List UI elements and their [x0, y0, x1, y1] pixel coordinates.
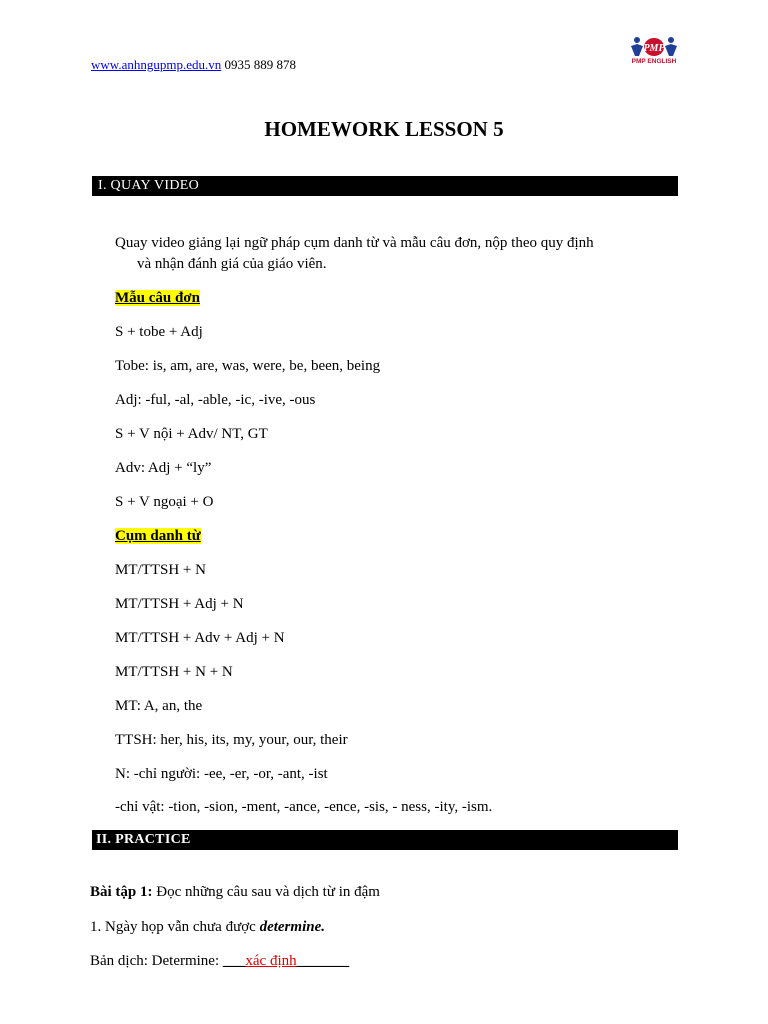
bullet-line-2: và nhận đánh giá của giáo viên.: [137, 256, 327, 272]
header-contact: [91, 57, 296, 73]
mau-cau-don-heading: [115, 288, 200, 308]
section-heading-quay-video: [92, 176, 678, 196]
grammar-line: MT/TTSH + Adv + Adj + N: [115, 630, 285, 646]
bullet-line-1: Quay video giảng lại ngữ pháp cụm danh từ và mẫu câu đơn, nộp theo quy định: [115, 235, 594, 251]
grammar-line: MT/TTSH + N + N: [115, 664, 233, 680]
grammar-line: Adj: -ful, -al, -able, -ic, -ive, -ous: [115, 392, 316, 408]
pmp-english-logo: [625, 34, 683, 68]
phone-number: 0935 889 878: [221, 57, 296, 72]
answer-text: xác định: [245, 953, 297, 969]
grammar-line: MT/TTSH + Adj + N: [115, 596, 244, 612]
question-1-bold-word: determine.: [259, 919, 325, 935]
question-1-text: 1. Ngày họp vẫn chưa được: [90, 919, 260, 935]
section-heading-text: I. QUAY VIDEO: [98, 178, 199, 193]
section-heading-practice: [92, 830, 678, 850]
grammar-line: Adv: Adj + “ly”: [115, 460, 212, 476]
grammar-line: S + V ngoại + O: [115, 494, 214, 510]
exercise-instruction-text: Đọc những câu sau và dịch từ in đậm: [152, 884, 380, 900]
translation-label: Bản dịch: Determine:: [90, 953, 223, 969]
exercise-label: Bài tập 1:: [90, 884, 153, 900]
grammar-line: MT/TTSH + N: [115, 562, 206, 578]
answer-blank-right: _______: [296, 953, 350, 969]
section-heading-text: II. PRACTICE: [96, 832, 191, 847]
grammar-line: Tobe: is, am, are, was, were, be, been, being: [115, 358, 381, 374]
svg-text:PMP: PMP: [643, 43, 665, 54]
grammar-line: N: -chỉ người: -ee, -er, -or, -ant, -ist: [115, 766, 328, 782]
logo-emblem-icon: [625, 34, 683, 60]
answer-blank-left: ___: [222, 953, 246, 969]
question-1: [90, 917, 325, 937]
bullet-paragraph: [115, 233, 675, 275]
grammar-line: S + V nội + Adv/ NT, GT: [115, 426, 268, 442]
grammar-line: -chỉ vật: -tion, -sion, -ment, -ance, -ence, -sis, - ness, -ity, -ism.: [115, 799, 493, 815]
exercise-1-instruction: [90, 882, 380, 902]
grammar-line: TTSH: her, his, its, my, your, our, their: [115, 732, 348, 748]
mau-cau-don-heading-text: Mẫu câu đơn: [115, 290, 200, 306]
cum-danh-tu-heading-text: Cụm danh từ: [115, 528, 201, 544]
grammar-line: MT: A, an, the: [115, 698, 203, 714]
logo-text: PMP ENGLISH: [631, 58, 677, 65]
cum-danh-tu-heading: [115, 526, 201, 546]
website-link[interactable]: www.anhngupmp.edu.vn: [91, 57, 222, 72]
grammar-line: S + tobe + Adj: [115, 324, 203, 340]
page-title: HOMEWORK LESSON 5: [264, 117, 504, 141]
translation-line: [90, 951, 349, 971]
